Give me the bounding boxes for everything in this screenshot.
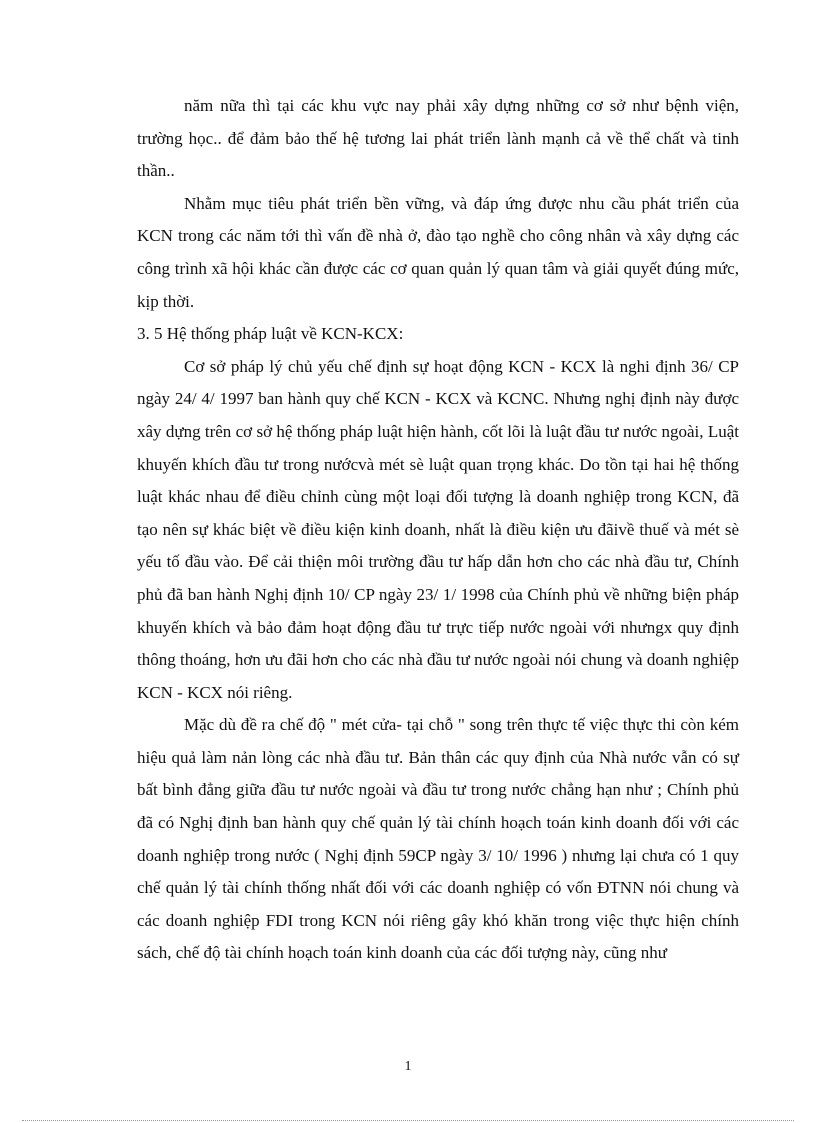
body-text — [137, 90, 739, 970]
section-heading: 3. 5 Hệ thống pháp luật về KCN-KCX: — [137, 324, 404, 344]
paragraph-legal-basis: Cơ sở pháp lý chủ yếu chế định sự hoạt động KCN - KCX là nghi định 36/ CP ngày 24/ 4/ 1997 ban hành quy chế KCN - KCX và KCNC. Nhưng nghị định này được xây dựng trên cơ sở hệ thống pháp luật hiện hành, cốt lõi là luật đầu tư nước ngoài, Luật khuyến khích đầu tư trong nướcvà mét sè luật quan trọng khác. Do tồn tại hai hệ thống luật khác nhau để điều chỉnh cùng một loại đối tượng là doanh nghiệp trong KCN, đã tạo nên sự khác biệt về điều kiện kinh doanh, nhất là điều kiện ưu đãivề thuế và mét sè yếu tố đầu vào. Để cải thiện môi trường đầu tư hấp dẫn hơn cho các nhà đầu tư, Chính phủ đã ban hành Nghị định 10/ CP ngày 23/ 1/ 1998 của Chính phủ về những biện pháp khuyến khích và bảo đảm hoạt động đầu tư trực tiếp nước ngoài với nhưngx quy định thông thoáng, hơn ưu đãi hơn cho các nhà đầu tư nước ngoài nói chung và doanh nghiệp KCN - KCX nói riêng. — [137, 356, 739, 702]
paragraph-continued: năm nữa thì tại các khu vực nay phải xây dựng những cơ sở như bệnh viện, trường học.. để đảm bảo thế hệ tương lai phát triển lành mạnh cả về thể chất và tinh thần.. — [137, 96, 739, 181]
paragraph-one-stop-shop: Mặc dù đề ra chế độ " mét cửa- tại chỗ " song trên thực tế việc thực thi còn kém hiệu quả làm nản lòng các nhà đầu tư. Bản thân các quy định của Nhà nước vẫn có sự bất bình đẳng giữa đầu tư nước ngoài và đầu tư trong nước chẳng hạn như ; Chính phủ đã có Nghị định ban hành quy chế quản lý tài chính hoạch toán kinh doanh đối với các doanh nghiệp trong nước ( Nghị định 59CP ngày 3/ 10/ 1996 ) nhưng lại chưa có 1 quy chế quản lý tài chính thống nhất đối với các doanh nghiệp có vốn ĐTNN nói chung và các doanh nghiệp FDI trong KCN nói riêng gây khó khăn trong việc thực hiện chính sách, chế độ tài chính hoạch toán kinh doanh của các đối tượng này, cũng như — [137, 715, 739, 963]
page-number: 1 — [404, 1059, 412, 1074]
page-bottom-divider — [22, 1120, 794, 1121]
paragraph-sustainable-development: Nhằm mục tiêu phát triển bền vững, và đáp ứng được nhu cầu phát triển của KCN trong các năm tới thì vấn đề nhà ở, đào tạo nghề cho công nhân và xây dựng các công trình xã hội khác cần được các cơ quan quản lý quan tâm và giải quyết đúng mức, kịp thời. — [137, 193, 739, 311]
